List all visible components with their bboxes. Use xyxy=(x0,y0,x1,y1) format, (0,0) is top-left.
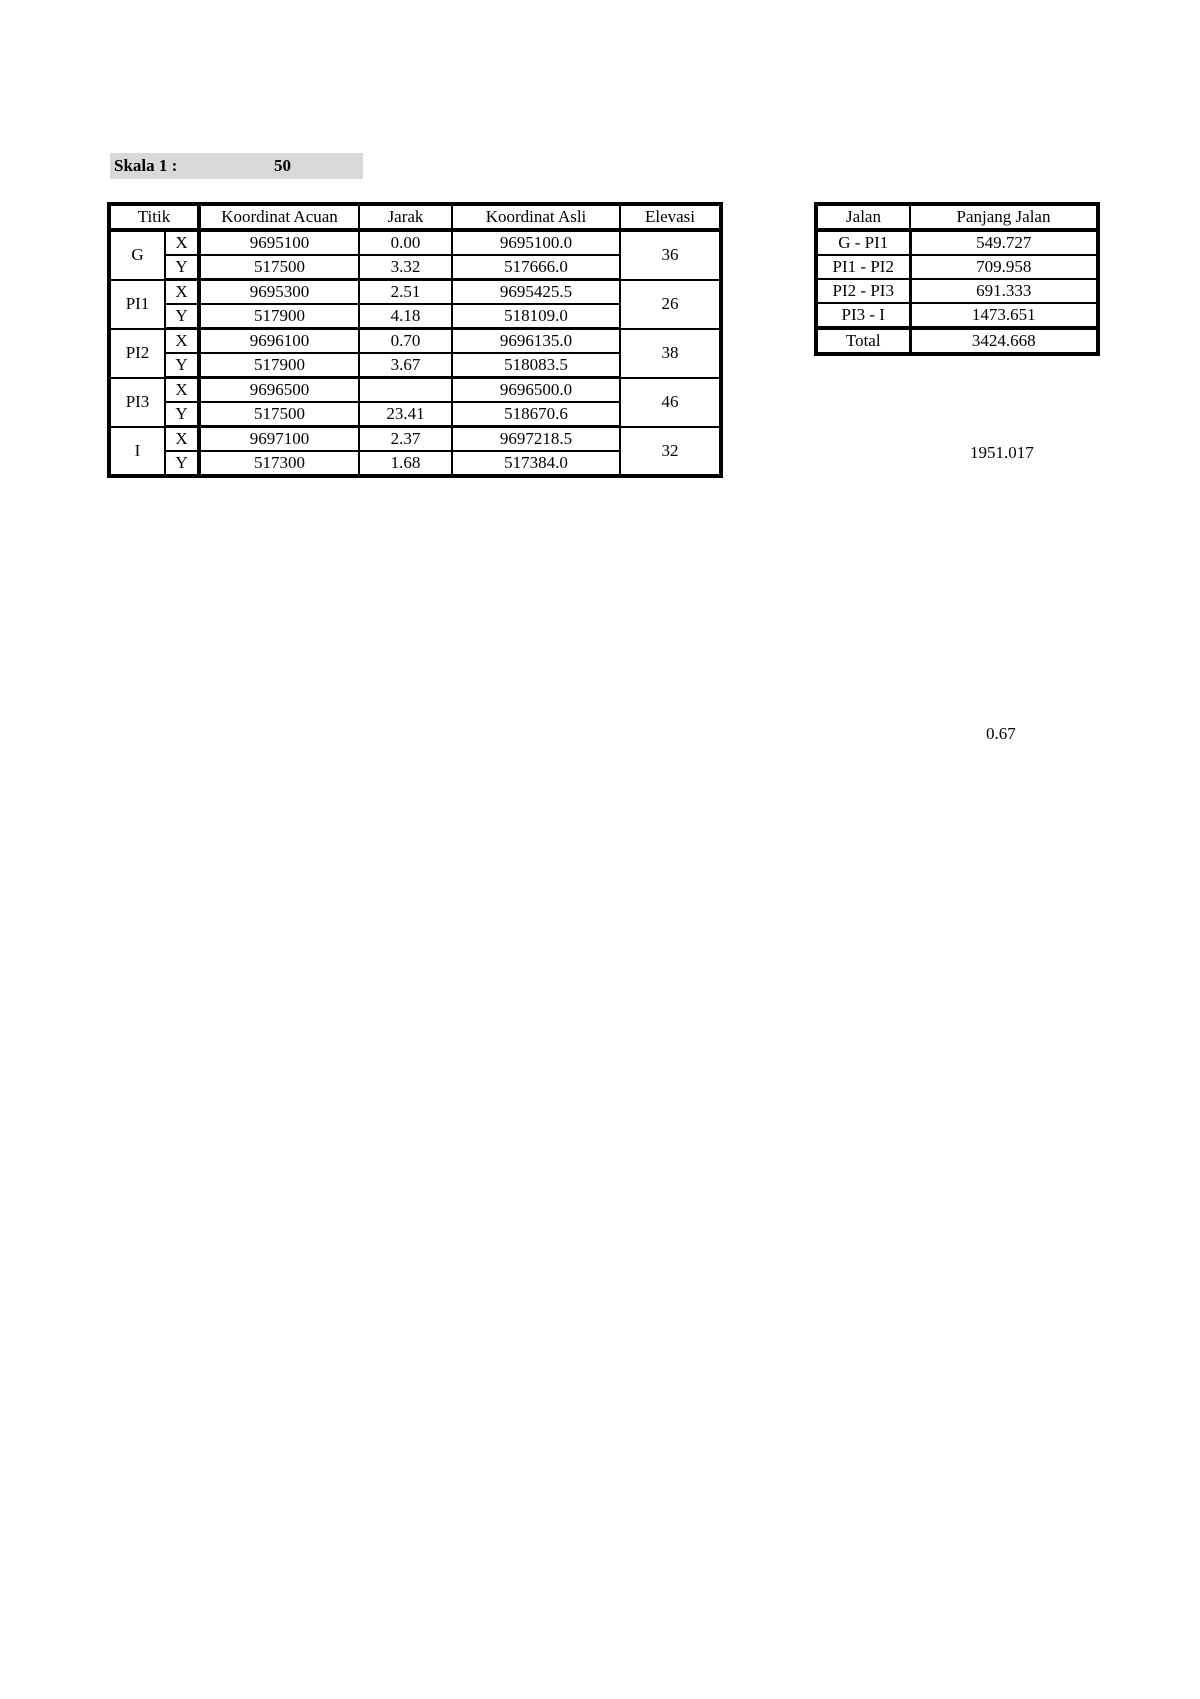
koordinat-acuan-cell: 517500 xyxy=(199,402,359,427)
axis-label: Y xyxy=(165,353,199,378)
table-row xyxy=(109,378,721,403)
coordinate-table-header xyxy=(109,204,721,230)
total-label: Total xyxy=(816,328,910,354)
koordinat-acuan-cell: 9696500 xyxy=(199,378,359,403)
elevasi-cell: 26 xyxy=(620,280,721,329)
header-panjang-jalan: Panjang Jalan xyxy=(910,204,1098,230)
jalan-cell: PI2 - PI3 xyxy=(816,279,910,303)
jalan-cell: G - PI1 xyxy=(816,230,910,255)
koordinat-acuan-cell: 517300 xyxy=(199,451,359,476)
panjang-jalan-cell: 1473.651 xyxy=(910,303,1098,328)
koordinat-asli-cell: 9696500.0 xyxy=(452,378,620,403)
axis-label: X xyxy=(165,427,199,452)
koordinat-asli-cell: 518109.0 xyxy=(452,304,620,329)
table-row xyxy=(816,255,1098,279)
koordinat-asli-cell: 9695100.0 xyxy=(452,230,620,255)
jarak-cell: 23.41 xyxy=(359,402,452,427)
jarak-cell: 2.37 xyxy=(359,427,452,452)
scale-box xyxy=(110,153,363,179)
header-elevasi: Elevasi xyxy=(620,204,721,230)
table-row xyxy=(109,230,721,255)
koordinat-acuan-cell: 9696100 xyxy=(199,329,359,354)
jalan-cell: PI3 - I xyxy=(816,303,910,328)
loose-value: 0.67 xyxy=(986,724,1016,743)
jarak-cell xyxy=(359,378,452,403)
header-titik: Titik xyxy=(109,204,199,230)
panjang-jalan-cell: 549.727 xyxy=(910,230,1098,255)
koordinat-asli-cell: 517384.0 xyxy=(452,451,620,476)
axis-label: X xyxy=(165,329,199,354)
jarak-cell: 1.68 xyxy=(359,451,452,476)
header-jalan: Jalan xyxy=(816,204,910,230)
table-row xyxy=(816,303,1098,328)
koordinat-asli-cell: 9695425.5 xyxy=(452,280,620,305)
scale-value: 50 xyxy=(274,156,291,175)
scale-label: Skala 1 : xyxy=(114,156,178,175)
point-name: I xyxy=(109,427,165,477)
point-name: PI3 xyxy=(109,378,165,427)
jalan-cell: PI1 - PI2 xyxy=(816,255,910,279)
koordinat-acuan-cell: 9695100 xyxy=(199,230,359,255)
elevasi-cell: 32 xyxy=(620,427,721,477)
table-row xyxy=(109,427,721,452)
table-row xyxy=(816,279,1098,303)
coordinate-table xyxy=(107,202,723,478)
axis-label: X xyxy=(165,280,199,305)
header-koordinat-acuan: Koordinat Acuan xyxy=(199,204,359,230)
koordinat-asli-cell: 9696135.0 xyxy=(452,329,620,354)
axis-label: X xyxy=(165,230,199,255)
road-length-table-header xyxy=(816,204,1098,230)
loose-value: 1951.017 xyxy=(970,443,1034,462)
jarak-cell: 3.32 xyxy=(359,255,452,280)
header-koordinat-asli: Koordinat Asli xyxy=(452,204,620,230)
total-value: 3424.668 xyxy=(910,328,1098,354)
jarak-cell: 3.67 xyxy=(359,353,452,378)
koordinat-acuan-cell: 517900 xyxy=(199,353,359,378)
header-jarak: Jarak xyxy=(359,204,452,230)
point-name: PI1 xyxy=(109,280,165,329)
jarak-cell: 0.70 xyxy=(359,329,452,354)
koordinat-asli-cell: 518670.6 xyxy=(452,402,620,427)
panjang-jalan-cell: 691.333 xyxy=(910,279,1098,303)
axis-label: Y xyxy=(165,304,199,329)
axis-label: Y xyxy=(165,255,199,280)
point-name: PI2 xyxy=(109,329,165,378)
koordinat-asli-cell: 9697218.5 xyxy=(452,427,620,452)
table-row xyxy=(109,280,721,305)
panjang-jalan-cell: 709.958 xyxy=(910,255,1098,279)
elevasi-cell: 38 xyxy=(620,329,721,378)
elevasi-cell: 36 xyxy=(620,230,721,280)
table-row xyxy=(816,230,1098,255)
table-row xyxy=(109,329,721,354)
jarak-cell: 4.18 xyxy=(359,304,452,329)
jarak-cell: 2.51 xyxy=(359,280,452,305)
koordinat-acuan-cell: 9695300 xyxy=(199,280,359,305)
road-length-table xyxy=(814,202,1100,356)
jarak-cell: 0.00 xyxy=(359,230,452,255)
point-name: G xyxy=(109,230,165,280)
koordinat-acuan-cell: 9697100 xyxy=(199,427,359,452)
elevasi-cell: 46 xyxy=(620,378,721,427)
axis-label: X xyxy=(165,378,199,403)
axis-label: Y xyxy=(165,402,199,427)
koordinat-acuan-cell: 517900 xyxy=(199,304,359,329)
koordinat-acuan-cell: 517500 xyxy=(199,255,359,280)
axis-label: Y xyxy=(165,451,199,476)
total-row xyxy=(816,328,1098,354)
koordinat-asli-cell: 517666.0 xyxy=(452,255,620,280)
koordinat-asli-cell: 518083.5 xyxy=(452,353,620,378)
